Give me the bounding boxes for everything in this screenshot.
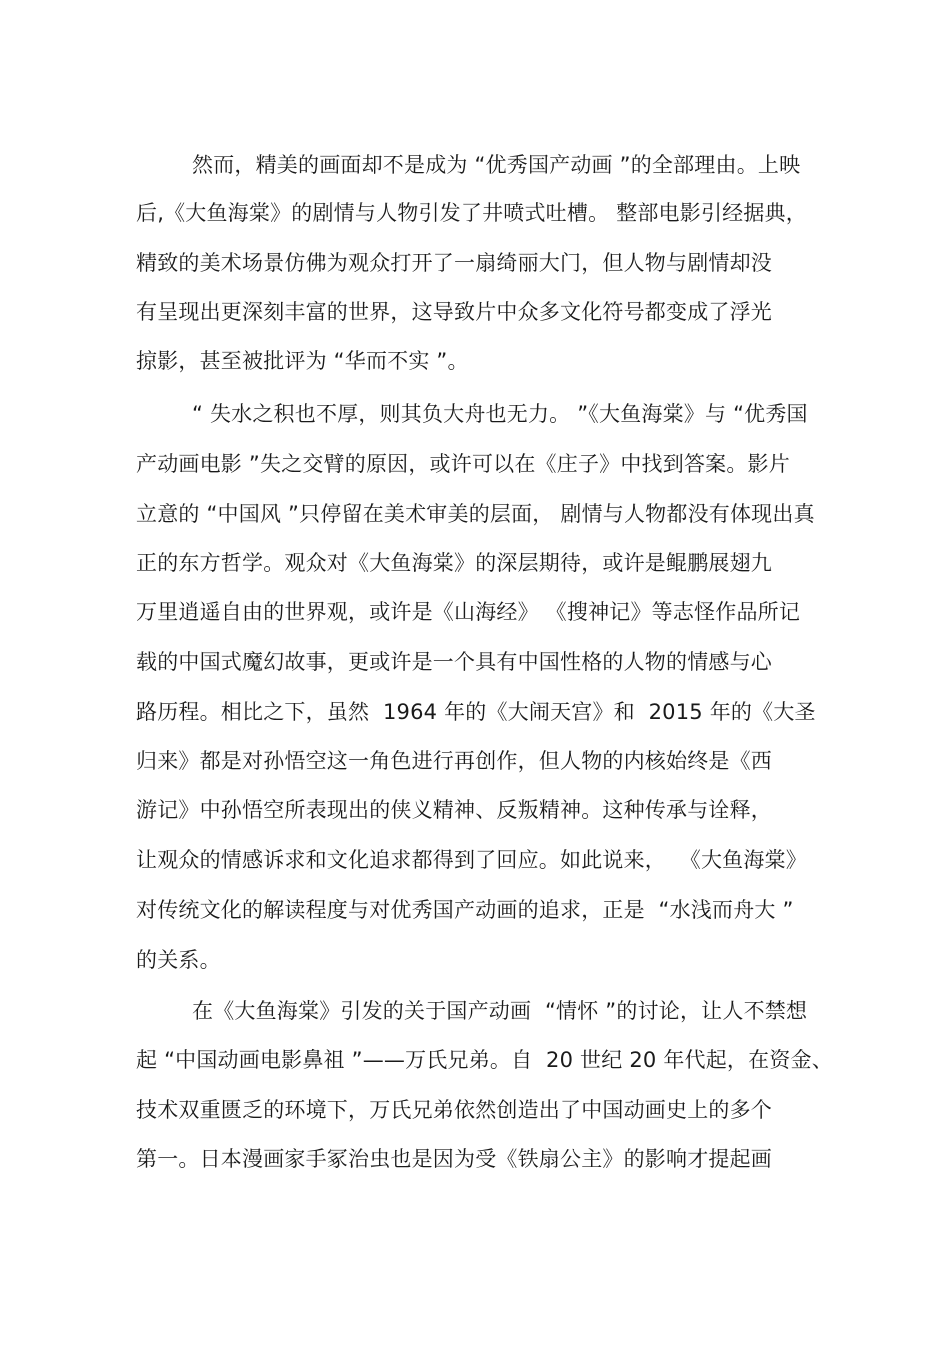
paragraph-1-line-4: 有呈现出更深刻丰富的世界，这导致片中众多文化符号都变成了浮光 xyxy=(136,300,772,324)
paragraph-2-line-6: 载的中国式魔幻故事，更或许是一个具有中国性格的人物的情感与心 xyxy=(136,650,772,674)
paragraph-2-line-4: 正的东方哲学。观众对《大鱼海棠》的深层期待，或许是鲲鹏展翅九 xyxy=(136,551,772,575)
paragraph-1-line-1: 然而，精美的画面却不是成为 “优秀国产动画 ”的全部理由。上映 xyxy=(192,153,801,177)
paragraph-2-line-12: 的关系。 xyxy=(136,948,221,972)
paragraph-2-line-3: 立意的 “中国风 ”只停留在美术审美的层面， 剧情与人物都没有体现出真 xyxy=(136,502,815,526)
paragraph-1-line-5: 掠影，甚至被批评为 “华而不实 ”。 xyxy=(136,349,469,373)
paragraph-3-line-2: 起 “中国动画电影鼻祖 ”——万氏兄弟。自 20 世纪 20 年代起，在资金、 xyxy=(136,1048,833,1072)
paragraph-1-line-2: 后,《大鱼海棠》的剧情与人物引发了井喷式吐槽。 整部电影引经据典， xyxy=(136,201,807,225)
paragraph-2-line-2: 产动画电影 ”失之交臂的原因，或许可以在《庄子》中找到答案。影片 xyxy=(136,452,790,476)
paragraph-3-line-3: 技术双重匮乏的环境下，万氏兄弟依然创造出了中国动画史上的多个 xyxy=(136,1098,772,1122)
paragraph-2-line-10: 让观众的情感诉求和文化追求都得到了回应。如此说来， 《大鱼海棠》 xyxy=(136,848,807,872)
paragraph-2-line-7: 路历程。相比之下，虽然 1964 年的《大闹天宫》和 2015 年的《大圣 xyxy=(136,700,816,724)
paragraph-2-line-5: 万里逍遥自由的世界观，或许是《山海经》 《搜神记》等志怪作品所记 xyxy=(136,600,801,624)
paragraph-3-line-4: 第一。日本漫画家手冢治虫也是因为受《铁扇公主》的影响才提起画 xyxy=(136,1147,772,1171)
paragraph-1-line-3: 精致的美术场景仿佛为观众打开了一扇绮丽大门，但人物与剧情却没 xyxy=(136,251,772,275)
paragraph-2-line-9: 游记》中孙悟空所表现出的侠义精神、反叛精神。这种传承与诠释， xyxy=(136,798,772,822)
paragraph-2-line-1: “ 失水之积也不厚，则其负大舟也无力。 ”《大鱼海棠》与 “优秀国 xyxy=(192,402,808,426)
paragraph-3-line-1: 在《大鱼海棠》引发的关于国产动画 “情怀 ”的讨论，让人不禁想 xyxy=(192,999,808,1023)
paragraph-2-line-11: 对传统文化的解读程度与对优秀国产动画的追求，正是 “水浅而舟大 ” xyxy=(136,898,794,922)
paragraph-2-line-8: 归来》都是对孙悟空这一角色进行再创作，但人物的内核始终是《西 xyxy=(136,749,772,773)
